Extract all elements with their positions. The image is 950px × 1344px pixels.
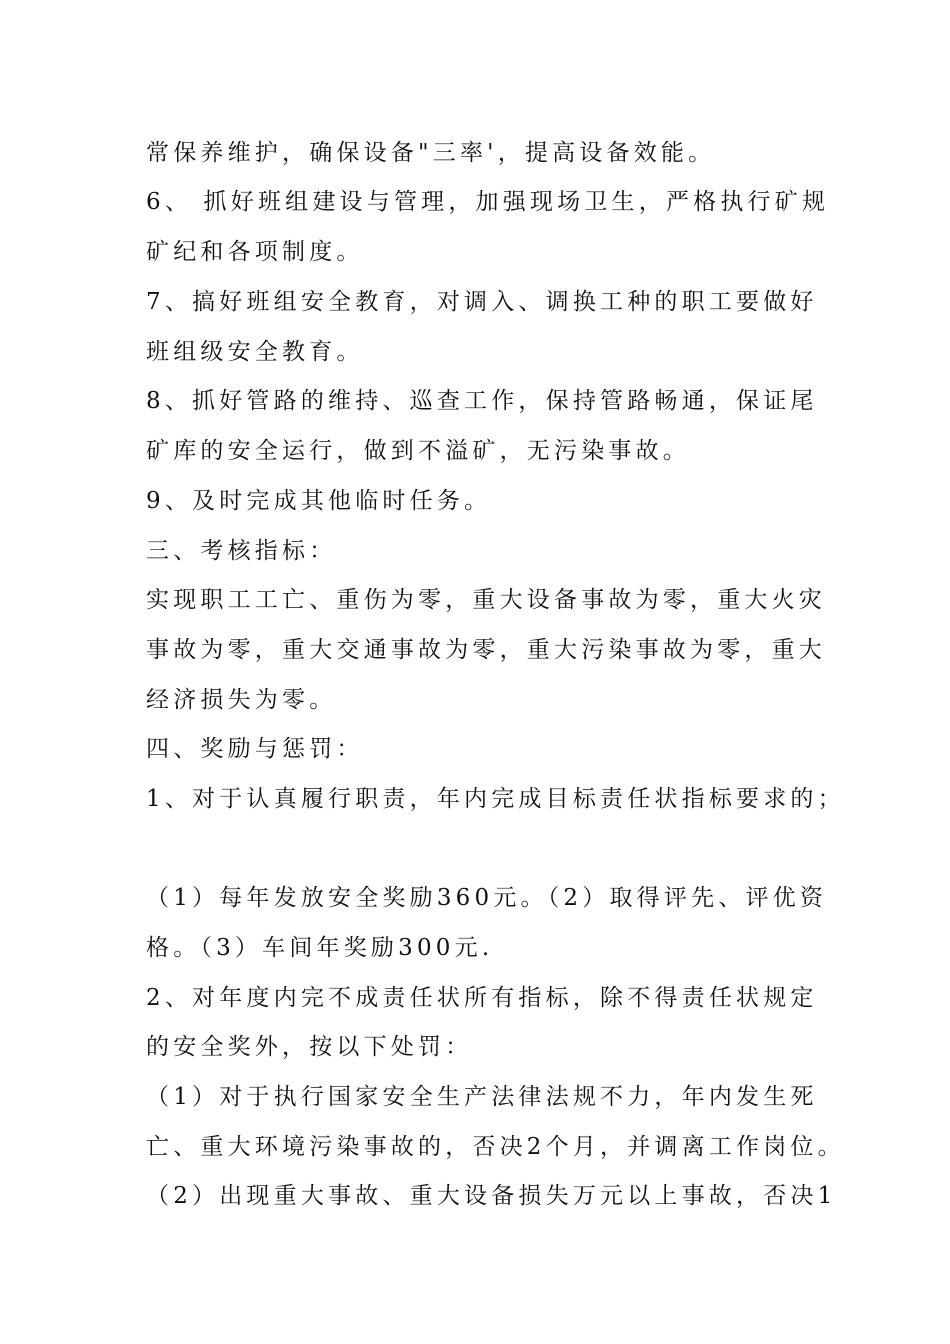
text-line: （2）出现重大事故、重大设备损失万元以上事故，否决1 bbox=[146, 1183, 837, 1209]
text-line: 常保养维护，确保设备"三率'，提高设备效能。 bbox=[146, 140, 716, 166]
text-line: 6、 抓好班组建设与管理，加强现场卫生，严格执行矿规 bbox=[146, 189, 830, 215]
section-heading: 四、奖励与惩罚： bbox=[146, 736, 364, 762]
text-line: 的安全奖外，按以下处罚： bbox=[146, 1034, 473, 1060]
text-line: 9、及时完成其他临时任务。 bbox=[146, 488, 492, 514]
text-line: 亡、重大环境污染事故的，否决2个月，并调离工作岗位。 bbox=[146, 1134, 845, 1160]
text-line: 经济损失为零。 bbox=[146, 687, 337, 713]
text-line: 实现职工工亡、重伤为零，重大设备事故为零，重大火灾 bbox=[146, 587, 826, 613]
text-line: 格。（3）车间年奖励300元. bbox=[146, 935, 494, 961]
text-line: （1）对于执行国家安全生产法律法规不力，年内发生死 bbox=[146, 1084, 818, 1110]
text-line: 7、搞好班组安全教育，对调入、调换工种的职工要做好 bbox=[146, 289, 818, 315]
text-line: 班组级安全教育。 bbox=[146, 339, 364, 365]
text-line: 矿库的安全运行，做到不溢矿，无污染事故。 bbox=[146, 438, 690, 464]
text-line: 事故为零，重大交通事故为零，重大污染事故为零，重大 bbox=[146, 637, 826, 663]
text-line: （1）每年发放安全奖励360元。（2）取得评先、评优资 bbox=[146, 885, 828, 911]
section-heading: 三、考核指标： bbox=[146, 538, 337, 564]
text-line: 8、抓好管路的维持、巡查工作，保持管路畅通，保证尾 bbox=[146, 388, 818, 414]
text-line: 2、对年度内完不成责任状所有指标，除不得责任状规定 bbox=[146, 985, 818, 1011]
text-line: 1、对于认真履行职责，年内完成目标责任状指标要求的； bbox=[146, 786, 845, 812]
text-line: 矿纪和各项制度。 bbox=[146, 239, 364, 265]
